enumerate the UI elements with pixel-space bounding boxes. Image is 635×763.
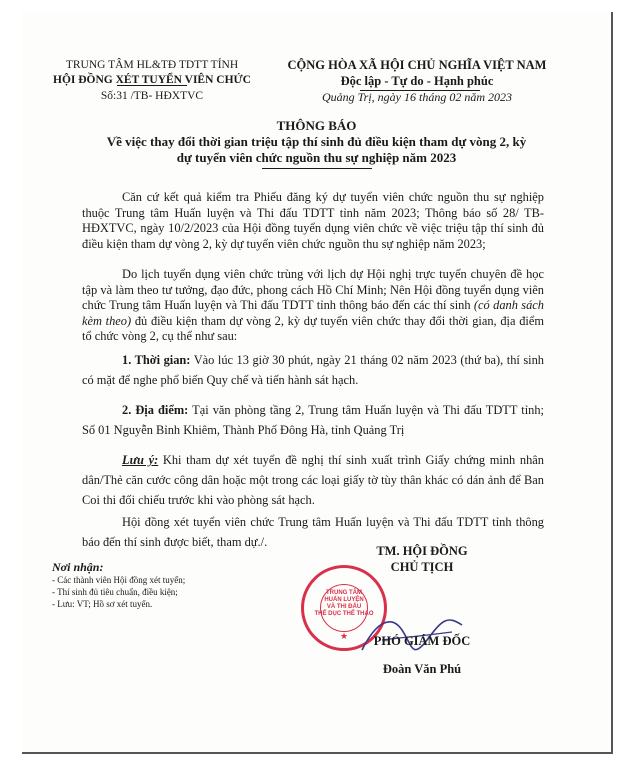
recipient-item: - Lưu: VT; Hồ sơ xét tuyển.	[52, 599, 153, 609]
paragraph-legal-basis: Căn cứ kết quả kiểm tra Phiếu đăng ký dự tuyển viên chức nguồn thu sự nghiệp thuộc Trung tâm Huấn luyện và Thi đấu TDTT tỉnh năm 2023; Thông báo số 28/ TB- HĐXTVC, ngày 10/2/2023 của Hội đồng tuyển dụng viên chức về việc triệu tập thí sinh đủ điều kiện tham dự vòng 2, kỳ dự tuyển viên chức nguồn thu sự nghiệp năm 2023;	[82, 190, 544, 251]
signature-on-behalf: TM. HỘI ĐỒNG	[376, 544, 468, 558]
document-number: Số:31 /TB- HĐXTVC	[100, 90, 204, 102]
seal-star-icon: ★	[340, 631, 349, 641]
document-title: THÔNG BÁO	[276, 118, 357, 133]
national-title: CỘNG HÒA XÃ HỘI CHỦ NGHĨA VIỆT NAM	[287, 58, 547, 72]
organization-name: TRUNG TÂM HL&TĐ TDTT TỈNH	[65, 59, 239, 71]
council-name: HỘI ĐỒNG XÉT TUYỂN VIÊN CHỨC	[53, 74, 251, 86]
place-and-date: Quảng Trị, ngày 16 tháng 02 năm 2023	[321, 90, 512, 104]
item-location: 2. Địa điểm: Tại văn phòng tầng 2, Trung tâm Huấn luyện và Thi đấu TDTT tỉnh; Số 01 Nguyễn Bỉnh Khiêm, Thành Phố Đông Hà, tỉnh Quảng Trị	[82, 403, 544, 437]
signer-position: PHÓ GIÁM ĐỐC	[373, 634, 471, 648]
national-motto: Độc lập - Tự do - Hạnh phúc	[340, 74, 494, 88]
recipient-item: - Thí sinh đủ tiêu chuẩn, điều kiện;	[52, 587, 178, 597]
document-subject-line1: Về việc thay đổi thời gian triệu tập thí sinh đủ điều kiện tham dự vòng 2, kỳ	[106, 134, 527, 149]
title-underline	[262, 168, 372, 169]
closing-paragraph: Hội đồng xét tuyển viên chức Trung tâm Huấn luyện và Thi đấu TDTT tỉnh thông báo đến thí sinh được biết, tham dự./.	[82, 515, 544, 549]
seal-text: TRUNG TÂM HUẤN LUYỆN VÀ THI ĐẤU THỂ DỤC THỂ THAO	[314, 590, 374, 617]
signer-name: Đoàn Văn Phú	[382, 662, 462, 676]
signature-title: CHỦ TỊCH	[390, 560, 454, 574]
attached-list-note: (có danh sách kèm theo)	[82, 298, 545, 328]
recipients-title: Nơi nhận:	[52, 560, 104, 574]
document-subject-line2: dự tuyển viên chức nguồn thu sự nghiệp năm 2023	[176, 150, 457, 165]
header-underline-left	[117, 85, 187, 86]
document-page	[22, 12, 613, 754]
paragraph-reason: Do lịch tuyển dụng viên chức trùng với lịch dự Hội nghị trực tuyến chuyên đề học tập và làm theo tư tưởng, đạo đức, phong cách Hồ Chí Minh; Nên Hội đồng tuyển dụng viên chức Trung tâm Huấn luyện và Thi đấu TDTT tỉnh thông báo đến các thí sinh (có danh sách kèm theo) đủ điều kiện tham dự vòng 2, kỳ dự tuyển viên chức thay đổi thời gian, địa điểm tổ chức vòng 2, cụ thể như sau:	[82, 267, 545, 343]
recipient-item: - Các thành viên Hội đồng xét tuyển;	[52, 575, 186, 585]
note-paragraph: Lưu ý: Khi tham dự xét tuyển đề nghị thí sinh xuất trình Giấy chứng minh nhân dân/Thẻ căn cước công dân hoặc một trong các loại giấy tờ tùy thân khác có dán ảnh để Ban Coi thi đối chiếu trước khi vào phòng sát hạch.	[82, 453, 545, 507]
item-time: 1. Thời gian: Vào lúc 13 giờ 30 phút, ngày 21 tháng 02 năm 2023 (thứ ba), thí sinh có mặt để nghe phổ biến Quy chế và tiến hành sát hạch.	[82, 353, 545, 387]
